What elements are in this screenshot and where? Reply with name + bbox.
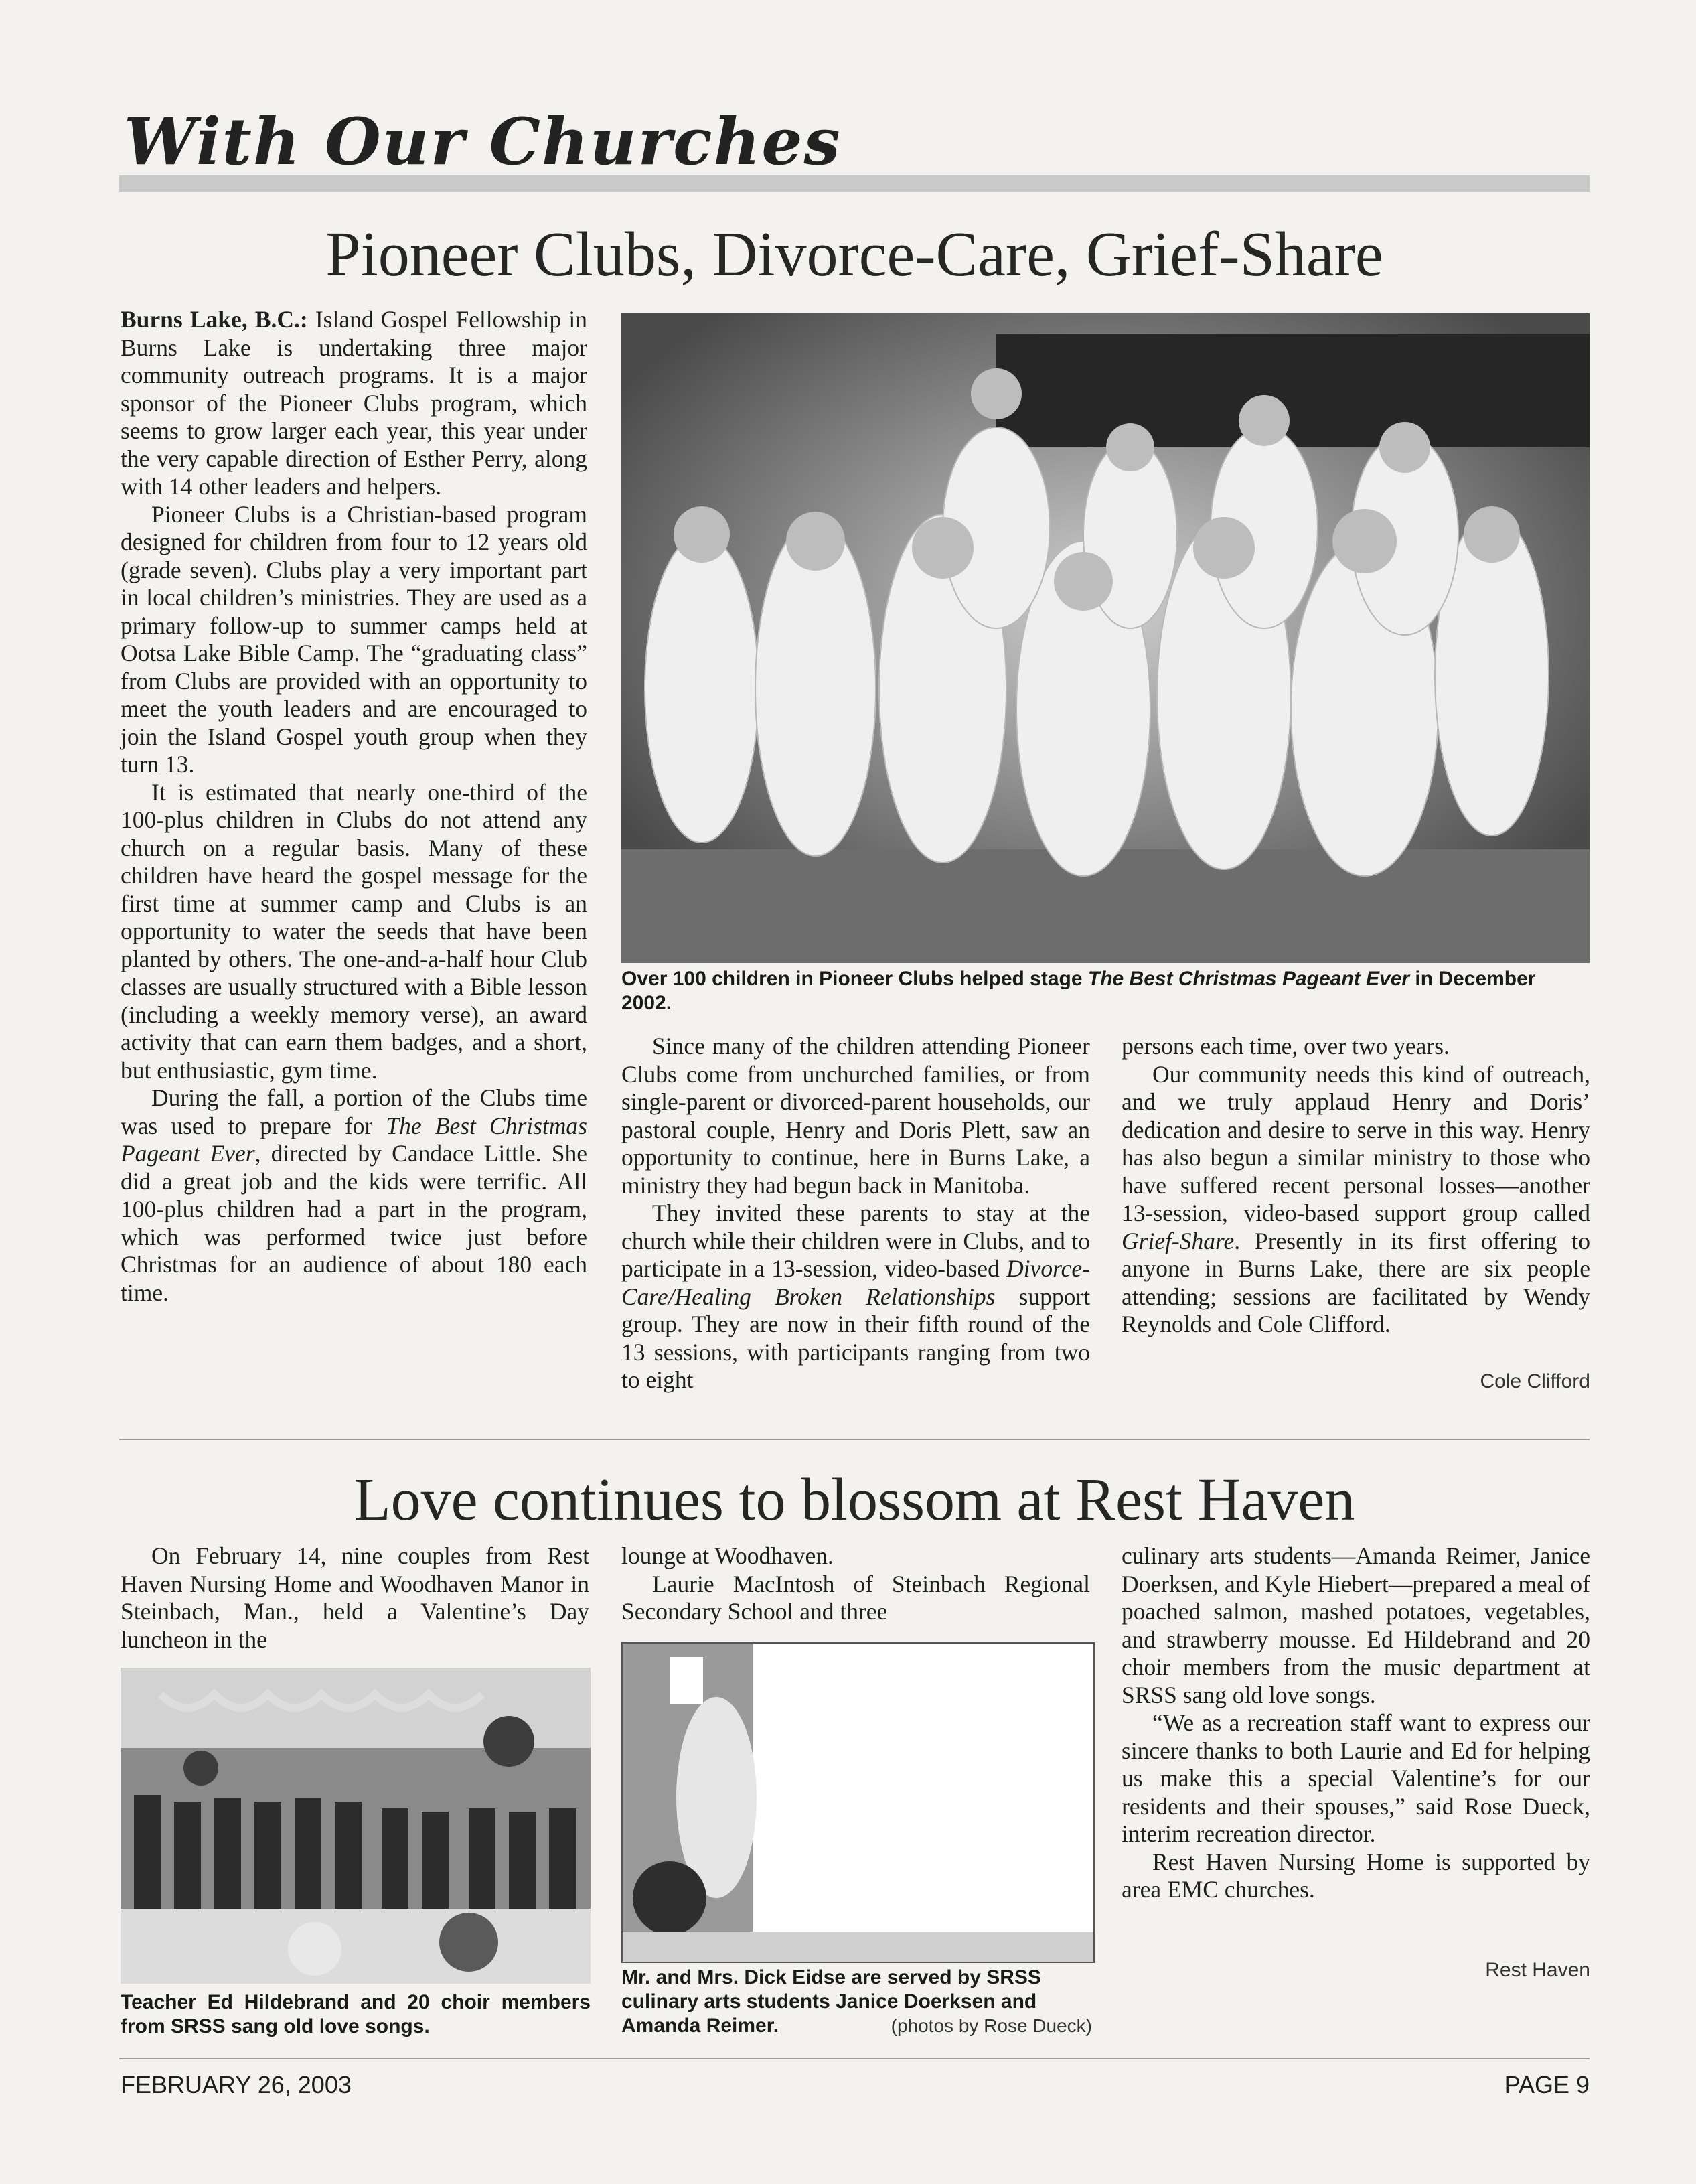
section-header: With Our Churches xyxy=(124,104,842,179)
article1-col2-paragraph-2: They invited these parents to stay at the church while their children were in Clubs, and to participate in a 13-session, video-based Divorce-Care/Healing Broken Relationships support group. They are now in their fifth round of the 13 sessions, with participants ranging from two to eight xyxy=(621,1199,1091,1393)
article1-byline: Cole Clifford xyxy=(1480,1370,1590,1392)
choir-photo xyxy=(121,1668,591,1984)
article1-column-3 xyxy=(1122,1033,1590,1339)
article1-title: Pioneer Clubs, Divorce-Care, Grief-Share xyxy=(325,220,1383,289)
choir-photo-caption: Teacher Ed Hildebrand and 20 choir members from SRSS sang old love songs. xyxy=(121,1991,591,2037)
choir-photo-image xyxy=(121,1668,591,1984)
eidse-photo-caption: Mr. and Mrs. Dick Eidse are served by SRSS culinary arts students Janice Doerksen and Amanda Reimer. xyxy=(621,1966,1041,2037)
footer-divider xyxy=(119,2058,1590,2059)
grief-share-title: Grief-Share xyxy=(1122,1227,1235,1254)
article2-column-2 xyxy=(621,1542,1090,1626)
eidse-photo-image xyxy=(623,1644,1093,1962)
pageant-photo xyxy=(621,313,1590,963)
article2-title: Love continues to blossom at Rest Haven xyxy=(354,1467,1355,1533)
article1-col2-paragraph-1: Since many of the children attending Pioneer Clubs come from unchurched families, or from single-parent or divorced-parent households, our pastoral couple, Henry and Doris Plett, saw an opportunity to continue, here in Burns Lake, a ministry they had begun back in Manitoba. xyxy=(621,1033,1090,1199)
pageant-title: The Best Christmas Pageant Ever xyxy=(121,1112,587,1167)
eidse-photo xyxy=(621,1642,1095,1963)
article1-column-2 xyxy=(621,1033,1090,1394)
article2-col3-paragraph-1: culinary arts students—Amanda Reimer, Janice Doerksen, and Kyle Hiebert—prepared a meal of poached salmon, mashed potatoes, vegetables, and strawberry mousse. Ed Hildebrand and 20 choir members from the music department at SRSS sang old love songs. xyxy=(1122,1542,1590,1708)
article1-paragraph-2: Pioneer Clubs is a Christian-based program designed for children from four to 12 years old (grade seven). Clubs play a very important part in local children’s ministries. They are used as a primary follow-up to summer camps held at Ootsa Lake Bible Camp. The “graduating class” from Clubs are provided with an opportunity to meet the youth leaders and are encouraged to join the Island Gospel youth group when they turn 13. xyxy=(121,500,587,778)
article2-col2-paragraph-1: lounge at Woodhaven. xyxy=(621,1542,834,1569)
issue-date: FEBRUARY 26, 2003 xyxy=(121,2071,352,2098)
article2-byline: Rest Haven xyxy=(1485,1959,1590,1981)
article2-col2-paragraph-2: Laurie MacIntosh of Steinbach Regional Secondary School and three xyxy=(621,1570,1090,1625)
article1-paragraph-4: During the fall, a portion of the Clubs time was used to prepare for The Best Christmas Pageant Ever, directed by Candace Little. She did a great job and the kids were terrific. All 100-plus children had a part in the program, which was performed twice just before Christmas for an audience of about 180 each time. xyxy=(121,1084,587,1306)
article1-col3-paragraph-1: persons each time, over two years. xyxy=(1122,1033,1450,1060)
article1-p1-text: Island Gospel Fellowship in Burns Lake is undertaking three major community outreach programs. It is a major sponsor of the Pioneer Clubs program, which seems to grow larger each year, this year under the very capable direction of Esther Perry, along with 14 other leaders and helpers. xyxy=(121,306,587,500)
page-number: PAGE 9 xyxy=(1504,2071,1590,2098)
divorce-care-title: Divorce-Care/Healing Broken Relationships xyxy=(621,1255,1090,1310)
pageant-photo-caption: Over 100 children in Pioneer Clubs helped stage The Best Christmas Pageant Ever in December 2002. xyxy=(621,968,1536,1014)
dateline: Burns Lake, B.C.: xyxy=(121,306,308,333)
article-divider xyxy=(119,1439,1590,1440)
article1-column-1 xyxy=(121,306,587,1307)
article2-column-1 xyxy=(121,1542,589,1654)
photo-credit: (photos by Rose Dueck) xyxy=(891,2015,1092,2036)
article1-col3-paragraph-2: Our community needs this kind of outreach, and we truly applaud Henry and Doris’ dedication and desire to serve in this way. Henry has also begun a similar ministry to those who have suffered recent personal losses—another 13-session, video-based support group called Grief-Share. Presently in its first offering to anyone in Burns Lake, there are six people attending; sessions are facilitated by Wendy Reynolds and Cole Clifford. xyxy=(1122,1060,1590,1337)
article2-col3-paragraph-2: “We as a recreation staff want to express our sincere thanks to both Laurie and Ed for helping us make this a special Valentine’s for our residents and their spouses,” said Rose Dueck, interim recreation director. xyxy=(1122,1709,1590,1847)
article1-paragraph-3: It is estimated that nearly one-third of the 100-plus children in Clubs do not attend any church on a regular basis. Many of these children have heard the gospel message for the first time at summer camp and Clubs is an opportunity to water the seeds that have been planted by others. The one-and-a-half hour Club classes are usually structured with a Bible lesson (including a weekly memory verse), an award activity that can earn them badges, and a short, but enthusiastic, gym time. xyxy=(121,778,587,1084)
article2-col3-paragraph-3: Rest Haven Nursing Home is supported by area EMC churches. xyxy=(1122,1848,1590,1903)
article2-column-3 xyxy=(1122,1542,1590,1904)
pageant-photo-image xyxy=(621,313,1590,963)
article1-paragraph-1 xyxy=(121,306,587,501)
article2-col1-paragraph: On February 14, nine couples from Rest Haven Nursing Home and Woodhaven Manor in Steinbach, Man., held a Valentine’s Day luncheon in the xyxy=(121,1542,589,1653)
